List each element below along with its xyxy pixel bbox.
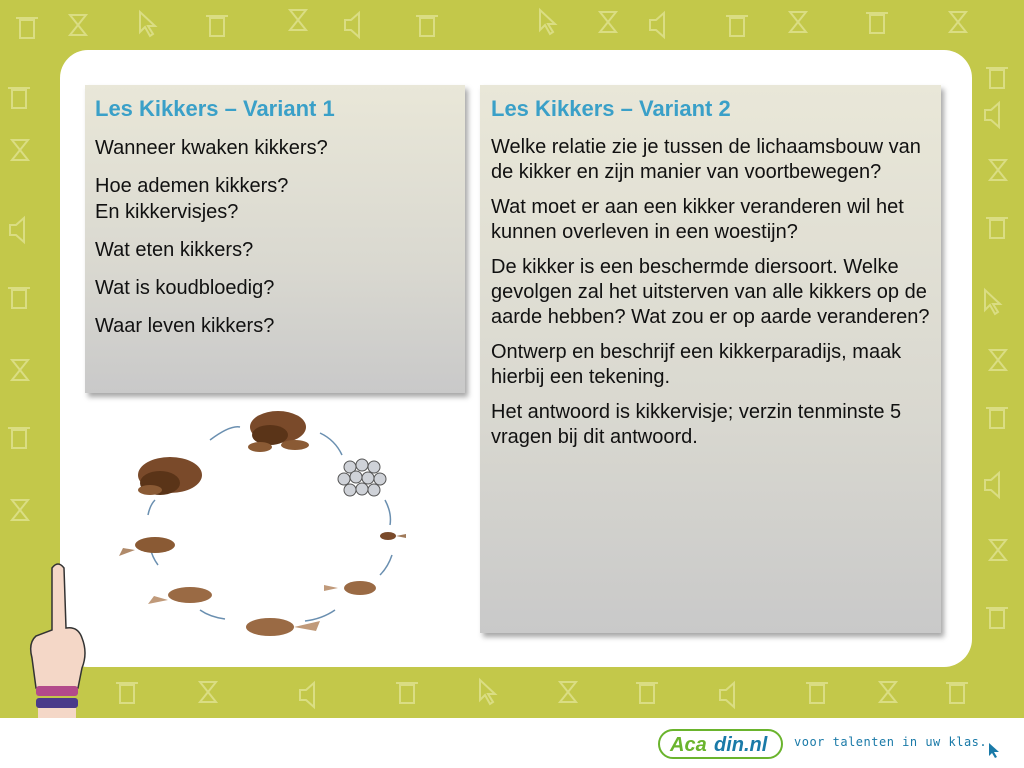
variant2-title: Les Kikkers – Variant 2	[491, 96, 731, 121]
trash-icon	[986, 68, 1008, 88]
variant1-question: Wanneer kwaken kikkers?	[95, 137, 328, 159]
speaker-icon	[345, 13, 359, 37]
frog-lifecycle-illustration	[110, 395, 430, 650]
cycle-arrow	[305, 610, 335, 621]
trash-icon	[116, 683, 138, 703]
hourglass-icon	[290, 10, 306, 30]
speaker-icon	[985, 473, 999, 497]
trash-icon	[8, 428, 30, 448]
trash-icon	[986, 218, 1008, 238]
hourglass-icon	[950, 12, 966, 32]
hourglass-icon	[70, 15, 86, 35]
cycle-arrow	[380, 555, 392, 575]
trash-icon	[726, 16, 748, 36]
variant2-paragraph: De kikker is een beschermde diersoort. Welke gevolgen zal het uitsterven van alle kikkers op de aarde hebben? Wat zou er op aarde veranderen?	[491, 256, 930, 328]
variant1-question: Wat is koudbloedig?	[95, 277, 275, 299]
hourglass-icon	[880, 682, 896, 702]
hourglass-icon	[560, 682, 576, 702]
logo-prefix: Aca	[670, 734, 707, 756]
variant1-question: Waar leven kikkers?	[95, 315, 275, 337]
variant2-paragraph: Ontwerp en beschrijf een kikkerparadijs, maak hierbij een tekening.	[491, 341, 902, 388]
cycle-arrow	[200, 610, 225, 619]
variant2-paragraph: Het antwoord is kikkervisje; verzin tenminste 5 vragen bij dit antwoord.	[491, 401, 902, 448]
variant1-question: Wat eten kikkers?	[95, 239, 254, 261]
trash-icon	[806, 683, 828, 703]
speaker-icon	[300, 683, 314, 707]
variant2-paragraph: Wat moet er aan een kikker veranderen wil het kunnen overleven in een woestijn?	[491, 196, 904, 243]
cursor-icon	[985, 290, 1000, 314]
speaker-icon	[650, 13, 664, 37]
cursor-icon	[988, 742, 1000, 758]
hourglass-icon	[990, 350, 1006, 370]
variant1-title: Les Kikkers – Variant 1	[95, 96, 335, 121]
trash-icon	[8, 88, 30, 108]
cycle-arrow	[320, 433, 342, 455]
hourglass-icon	[990, 160, 1006, 180]
frog-eggs-icon	[338, 459, 386, 496]
hourglass-icon	[12, 360, 28, 380]
trash-icon	[946, 683, 968, 703]
cycle-arrow	[385, 500, 390, 525]
acadin-logo[interactable]	[658, 728, 783, 760]
froglet-tail-icon	[119, 537, 175, 556]
hourglass-icon	[12, 140, 28, 160]
variant1-card	[85, 85, 465, 393]
tadpole-small-icon	[380, 532, 406, 540]
raised-finger-hand-icon	[22, 558, 92, 718]
hourglass-icon	[200, 682, 216, 702]
hourglass-icon	[12, 500, 28, 520]
trash-icon	[986, 608, 1008, 628]
variant2-paragraph: Welke relatie zie je tussen de lichaamsbouw van de kikker en zijn manier van voortbewegen?	[491, 136, 921, 183]
tadpole-icon	[324, 581, 376, 595]
cursor-icon	[540, 10, 555, 34]
trash-icon	[866, 13, 888, 33]
speaker-icon	[10, 218, 24, 242]
cursor-icon	[480, 680, 495, 704]
logo-suffix: din.nl	[714, 734, 768, 756]
adult-frog-icon	[248, 411, 309, 452]
cycle-arrow	[210, 427, 240, 440]
tagline: voor talenten in uw klas.	[794, 735, 988, 749]
trash-icon	[636, 683, 658, 703]
hourglass-icon	[600, 12, 616, 32]
trash-icon	[416, 16, 438, 36]
cycle-arrow	[148, 500, 155, 515]
young-frog-icon	[138, 457, 202, 495]
variant1-question: Hoe ademen kikkers? En kikkervisjes?	[95, 175, 289, 223]
cursor-icon	[140, 12, 155, 36]
trash-icon	[396, 683, 418, 703]
speaker-icon	[720, 683, 734, 707]
variant2-card	[480, 85, 941, 633]
trash-icon	[8, 288, 30, 308]
hourglass-icon	[990, 540, 1006, 560]
trash-icon	[206, 16, 228, 36]
hourglass-icon	[790, 12, 806, 32]
trash-icon	[16, 18, 38, 38]
froglet-icon	[148, 587, 212, 604]
trash-icon	[986, 408, 1008, 428]
speaker-icon	[985, 103, 999, 127]
